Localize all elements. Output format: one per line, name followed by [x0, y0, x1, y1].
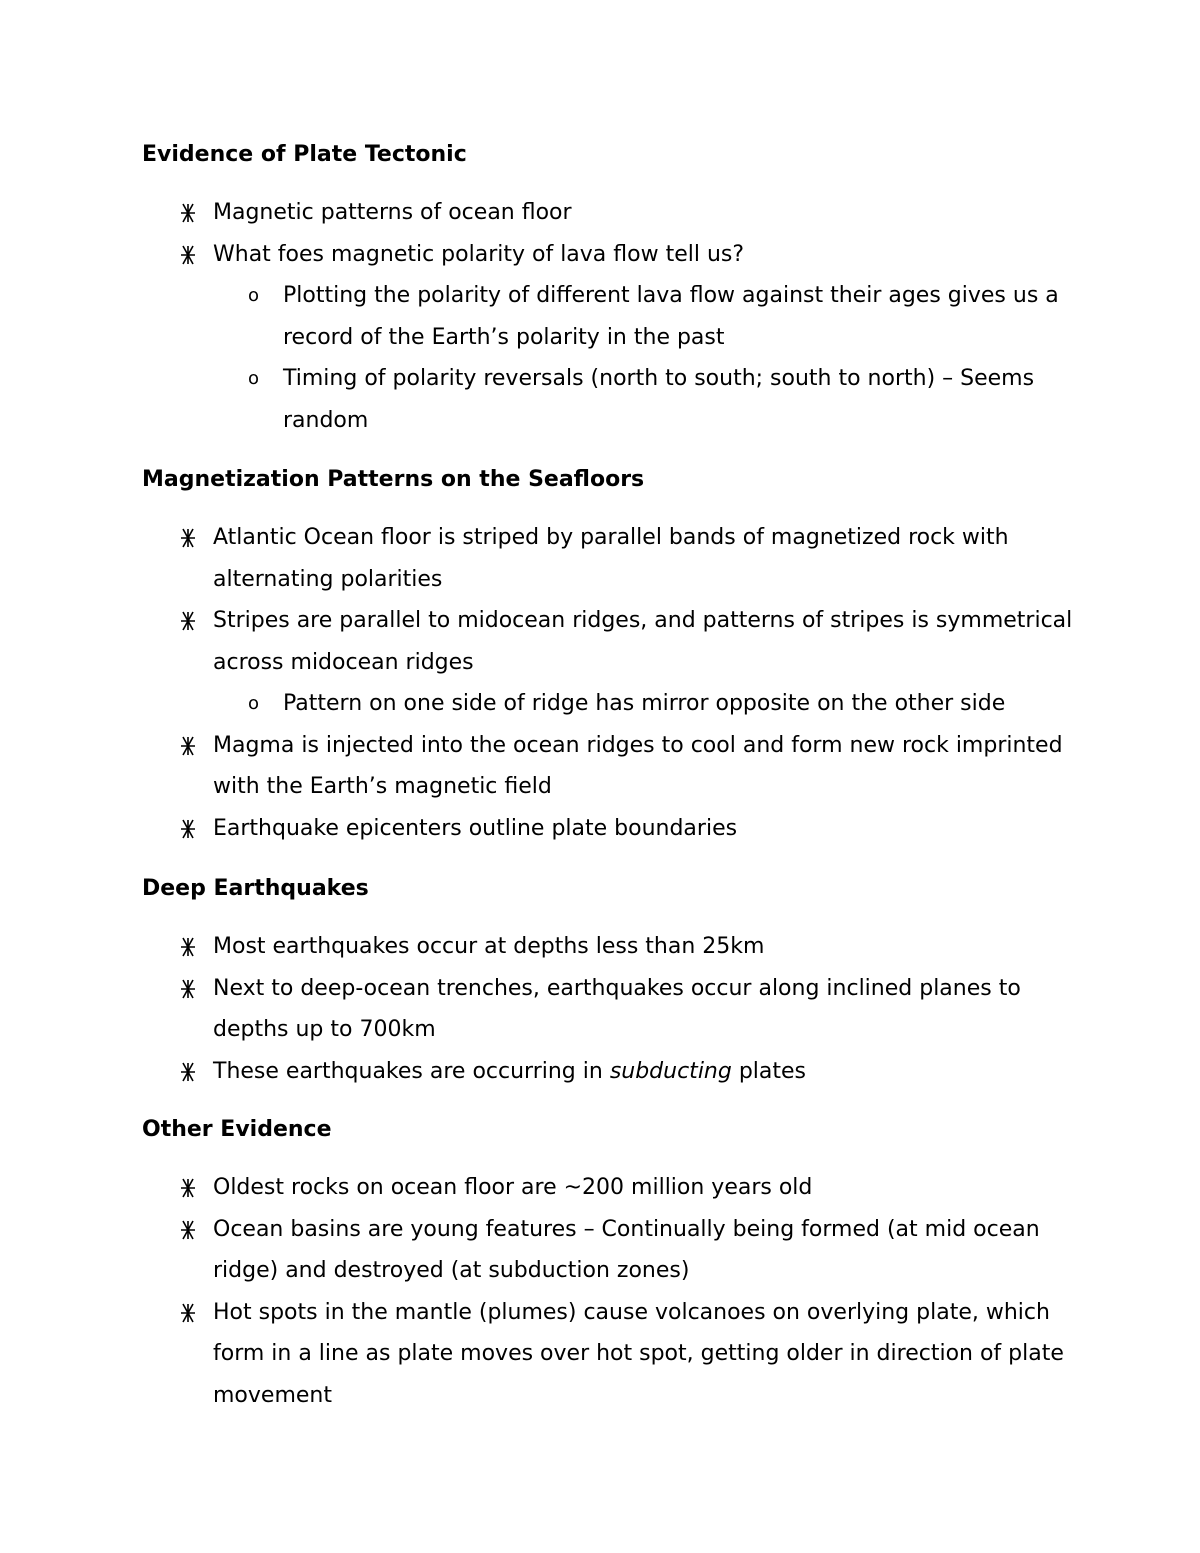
bullet-icon [176, 808, 200, 850]
list-item-text [213, 1059, 806, 1084]
bullet-icon [176, 725, 200, 767]
text-segment: These earthquakes are occurring in [213, 1058, 610, 1084]
section-heading: Magnetization Patterns on the Seafloors [142, 467, 645, 492]
list-item-text: Stripes are parallel to midocean ridges, and patterns of stripes is symmetrical across midocean ridges [213, 608, 1073, 675]
sub-list-item-text: Plotting the polarity of different lava flow against their ages gives us a record of the Earth’s polarity in the past [283, 283, 1059, 350]
bullet-list [142, 517, 1082, 849]
sub-list-item [142, 358, 1082, 441]
list-item [142, 808, 1082, 850]
bullet-list [142, 192, 1082, 441]
list-item [142, 192, 1082, 234]
bullet-icon [176, 968, 200, 1010]
bullet-icon [176, 1167, 200, 1209]
list-item-text: Hot spots in the mantle (plumes) cause volcanoes on overlying plate, which form in a line as plate moves over hot spot, getting older in direction of plate movement [213, 1299, 1064, 1408]
bullet-icon [176, 1292, 200, 1334]
circle-bullet-icon: o [248, 368, 260, 389]
list-item-text: Atlantic Ocean floor is striped by parallel bands of magnetized rock with alternating polarities [213, 525, 1009, 592]
list-item [142, 968, 1082, 1051]
sub-list-item [142, 275, 1082, 358]
list-item [142, 600, 1082, 725]
list-item [142, 926, 1082, 968]
circle-bullet-icon: o [248, 285, 260, 306]
list-item [142, 725, 1082, 808]
section-deep-earthquakes [142, 874, 1082, 1092]
sub-list-item-text: Pattern on one side of ridge has mirror opposite on the other side [283, 691, 1006, 716]
section-other-evidence [142, 1115, 1082, 1416]
text-segment: plates [731, 1058, 807, 1084]
list-item-text: Most earthquakes occur at depths less than 25km [213, 934, 765, 959]
list-item-text: Magma is injected into the ocean ridges to cool and form new rock imprinted with the Earth’s magnetic field [213, 732, 1063, 799]
bullet-icon [176, 600, 200, 642]
list-item-text: Ocean basins are young features – Continually being formed (at mid ocean ridge) and destroyed (at subduction zones) [213, 1216, 1040, 1283]
section-heading: Evidence of Plate Tectonic [142, 142, 467, 167]
circle-bullet-icon: o [248, 693, 260, 714]
bullet-list [142, 1167, 1082, 1416]
section-heading: Other Evidence [142, 1117, 332, 1142]
section-magnetization [142, 465, 1082, 849]
list-item-text: Next to deep-ocean trenches, earthquakes occur along inclined planes to depths up to 700km [213, 975, 1021, 1042]
list-item [142, 1051, 1082, 1093]
list-item [142, 234, 1082, 442]
bullet-icon [176, 1051, 200, 1093]
sub-list-item [142, 683, 1082, 725]
sub-list [213, 275, 1082, 441]
list-item [142, 517, 1082, 600]
list-item-text: Magnetic patterns of ocean floor [213, 200, 572, 225]
bullet-icon [176, 234, 200, 276]
list-item-text: What foes magnetic polarity of lava flow tell us? [213, 241, 745, 267]
section-evidence [142, 140, 1082, 441]
section-heading: Deep Earthquakes [142, 876, 369, 901]
list-item [142, 1209, 1082, 1292]
bullet-icon [176, 192, 200, 234]
emphasis-text: subducting [609, 1058, 732, 1084]
bullet-list [142, 926, 1082, 1092]
list-item-text: Earthquake epicenters outline plate boundaries [213, 815, 738, 841]
sub-list [213, 683, 1082, 725]
list-item-text: Oldest rocks on ocean floor are ~200 million years old [213, 1175, 813, 1200]
bullet-icon [176, 517, 200, 559]
list-item [142, 1167, 1082, 1209]
bullet-icon [176, 1209, 200, 1251]
list-item [142, 1292, 1082, 1417]
sub-list-item-text: Timing of polarity reversals (north to south; south to north) – Seems random [283, 366, 1035, 433]
bullet-icon [176, 926, 200, 968]
